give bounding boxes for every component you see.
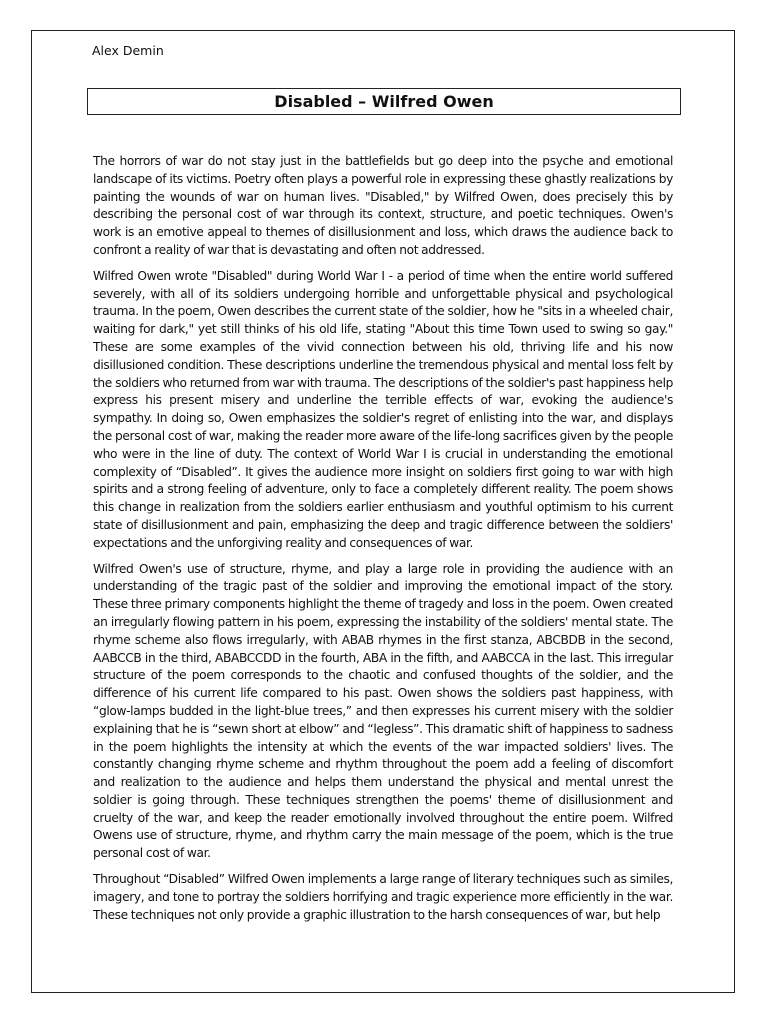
author-name: Alex Demin xyxy=(92,43,164,58)
paragraph-introduction: The horrors of war do not stay just in the battlefields but go deep into the psyche and emotional landscape of its victims. Poetry often plays a powerful role in expressing these ghastly realizations by painting the wounds of war on human lives. "Disabled," by Wilfred Owen, does precisely this by describing the personal cost of war through its context, structure, and poetic techniques. Owen's work is an emotive appeal to themes of disillusionment and loss, which draws the audience back to confront a reality of war that is devastating and often not addressed. xyxy=(93,154,673,257)
document-title-box xyxy=(87,88,681,115)
document-title: Disabled – Wilfred Owen xyxy=(274,92,494,111)
paragraph-structure: Wilfred Owen's use of structure, rhyme, and play a large role in providing the audience with an understanding of the tragic past of the soldier and improving the emotional impact of the story. These three primary components highlight the theme of tragedy and loss in the poem. Owen created an irregularly flowing pattern in his poem, expressing the instability of the soldiers' mental state. The rhyme scheme also flows irregularly, with ABAB rhymes in the first stanza, ABCBDB in the second, AABCCB in the third, ABABCCDD in the fourth, ABA in the fifth, and AABCCA in the last. This irregular structure of the poem corresponds to the chaotic and confused thoughts of the soldier, and the difference of his current life compared to his past. Owen shows the soldiers past happiness, with “glow-lamps budded in the light-blue trees,” and then expresses his current misery with the soldier explaining that he is “sewn short at elbow” and “legless”. This dramatic shift of happiness to sadness in the poem highlights the intensity at which the events of the war impacted soldiers' lives. The constantly changing rhyme scheme and rhythm throughout the poem add a feeling of discomfort and realization to the audience and helps them understand the physical and mental unrest the soldier is going through. These techniques strengthen the poems' theme of disillusionment and cruelty of the war, and keep the reader emotionally involved throughout the entire poem. Wilfred Owens use of structure, rhyme, and rhythm carry the main message of the poem, which is the true personal cost of war. xyxy=(93,561,673,861)
essay-body xyxy=(93,153,673,932)
paragraph-context: Wilfred Owen wrote "Disabled" during World War I - a period of time when the entire world suffered severely, with all of its soldiers undergoing horrible and unforgettable physical and psychological trauma. In the poem, Owen describes the current state of the soldier, how he "sits in a wheeled chair, waiting for dark," yet still thinks of his old life, stating "About this time Town used to swing so gay." These are some examples of the vivid connection between his old, thriving life and his now disillusioned condition. These descriptions underline the tremendous physical and mental loss felt by the soldiers who returned from war with trauma. The descriptions of the soldier's past happiness help express his present misery and underline the terrible effects of war, evoking the audience's sympathy. In doing so, Owen emphasizes the soldier's regret of enlisting into the war, and displays the personal cost of war, making the reader more aware of the life-long sacrifices given by the people who were in the line of duty. The context of World War I is crucial in understanding the emotional complexity of “Disabled”. It gives the audience more insight on soldiers first going to war with high spirits and a strong feeling of adventure, only to face a completely different reality. The poem shows this change in realization from the soldiers earlier enthusiasm and youthful optimism to his current state of disillusionment and pain, emphasizing the deep and tragic difference between the soldiers' expectations and the unforgiving reality and consequences of war. xyxy=(93,268,673,550)
paragraph-techniques: Throughout “Disabled” Wilfred Owen implements a large range of literary techniques such as similes, imagery, and tone to portray the soldiers horrifying and tragic experience more efficiently in the war. These techniques not only provide a graphic illustration to the harsh consequences of war, but help xyxy=(93,872,673,922)
